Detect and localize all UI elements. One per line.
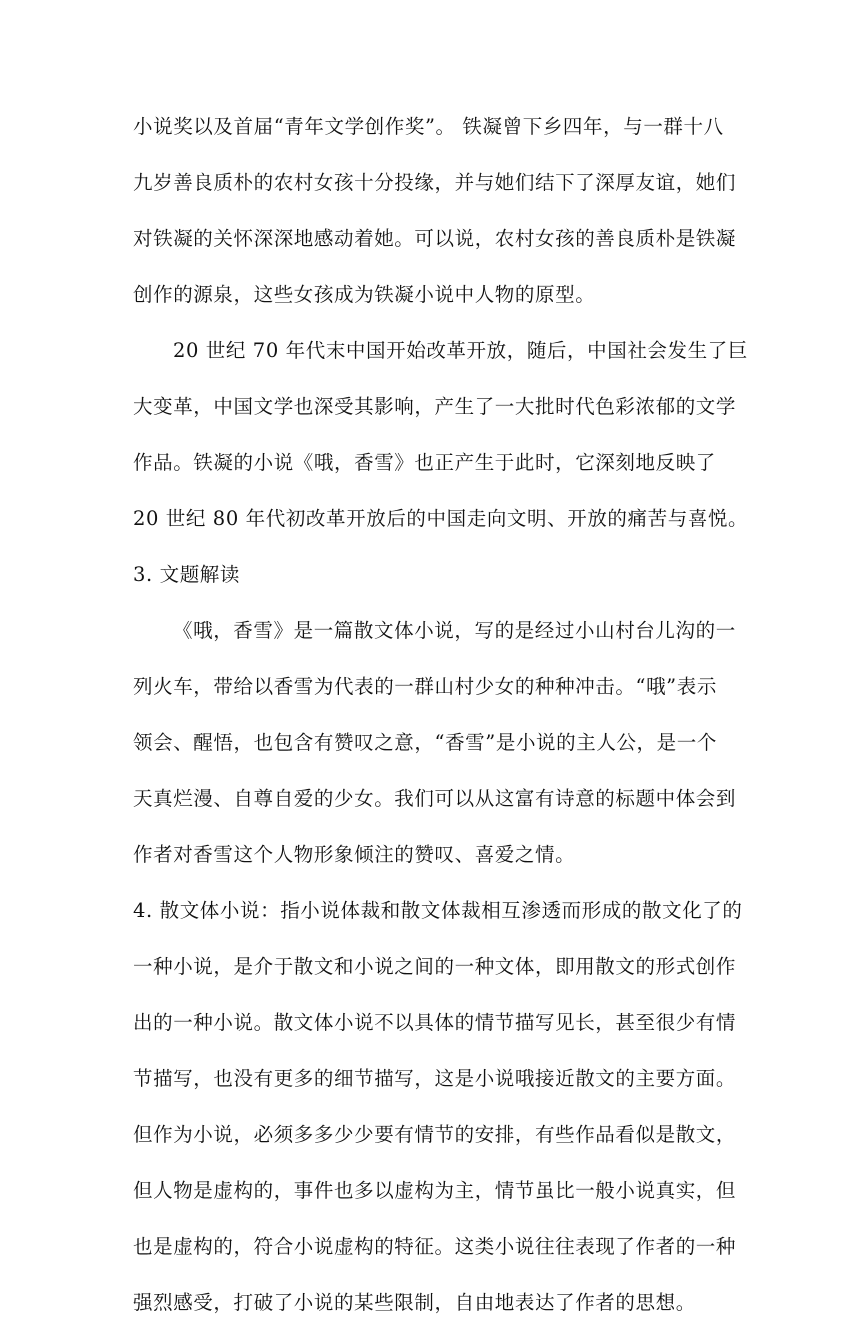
paragraph-1-line-1: 小说奖以及首届“青年文学创作奖”。 铁凝曾下乡四年，与一群十八 [133,115,724,138]
paragraph-1-line-2: 九岁善良质朴的农村女孩十分投缘，并与她们结下了深厚友谊，她们 [133,171,737,194]
paragraph-1-line-3: 对铁凝的关怀深深地感动着她。可以说，农村女孩的善良质朴是铁凝 [133,227,737,250]
paragraph-3-line-4: 天真烂漫、自尊自爱的少女。我们可以从这富有诗意的标题中体会到 [133,787,737,810]
paragraph-4-line-1: 4. 散文体小说：指小说体裁和散文体裁相互渗透而形成的散文化了的 [133,899,743,922]
section-heading-3: 3. 文题解读 [133,563,241,586]
paragraph-2-line-1: 20 世纪 70 年代末中国开始改革开放，随后，中国社会发生了巨 [173,339,748,362]
paragraph-2-line-2: 大变革，中国文学也深受其影响，产生了一大批时代色彩浓郁的文学 [133,395,737,418]
paragraph-4-line-6: 但人物是虚构的，事件也多以虚构为主，情节虽比一般小说真实，但 [133,1179,737,1202]
paragraph-4-line-2: 一种小说，是介于散文和小说之间的一种文体，即用散文的形式创作 [133,955,737,978]
paragraph-1-line-4: 创作的源泉，这些女孩成为铁凝小说中人物的原型。 [133,283,596,306]
paragraph-4-line-7: 也是虚构的，符合小说虚构的特征。这类小说往往表现了作者的一种 [133,1235,737,1258]
paragraph-2-line-3: 作品。铁凝的小说《哦，香雪》也正产生于此时，它深刻地反映了 [133,451,716,474]
paragraph-4-line-8: 强烈感受，打破了小说的某些限制，自由地表达了作者的思想。 [133,1291,696,1314]
paragraph-3-line-1: 《哦，香雪》是一篇散文体小说，写的是经过小山村台儿沟的一 [173,619,736,642]
paragraph-4-line-5: 但作为小说，必须多多少少要有情节的安排，有些作品看似是散文， [133,1123,737,1146]
paragraph-3-line-5: 作者对香雪这个人物形象倾注的赞叹、喜爱之情。 [133,843,576,866]
paragraph-3-line-2: 列火车，带给以香雪为代表的一群山村少女的种种冲击。“哦”表示 [133,675,717,698]
paragraph-3-line-3: 领会、醒悟，也包含有赞叹之意，“香雪”是小说的主人公，是一个 [133,731,717,754]
document-body [133,99,749,1331]
paragraph-4-line-3: 出的一种小说。散文体小说不以具体的情节描写见长，甚至很少有情 [133,1011,737,1034]
paragraph-4-line-4: 节描写，也没有更多的细节描写，这是小说哦接近散文的主要方面。 [133,1067,737,1090]
paragraph-2-line-4: 20 世纪 80 年代初改革开放后的中国走向文明、开放的痛苦与喜悦。 [133,507,749,530]
